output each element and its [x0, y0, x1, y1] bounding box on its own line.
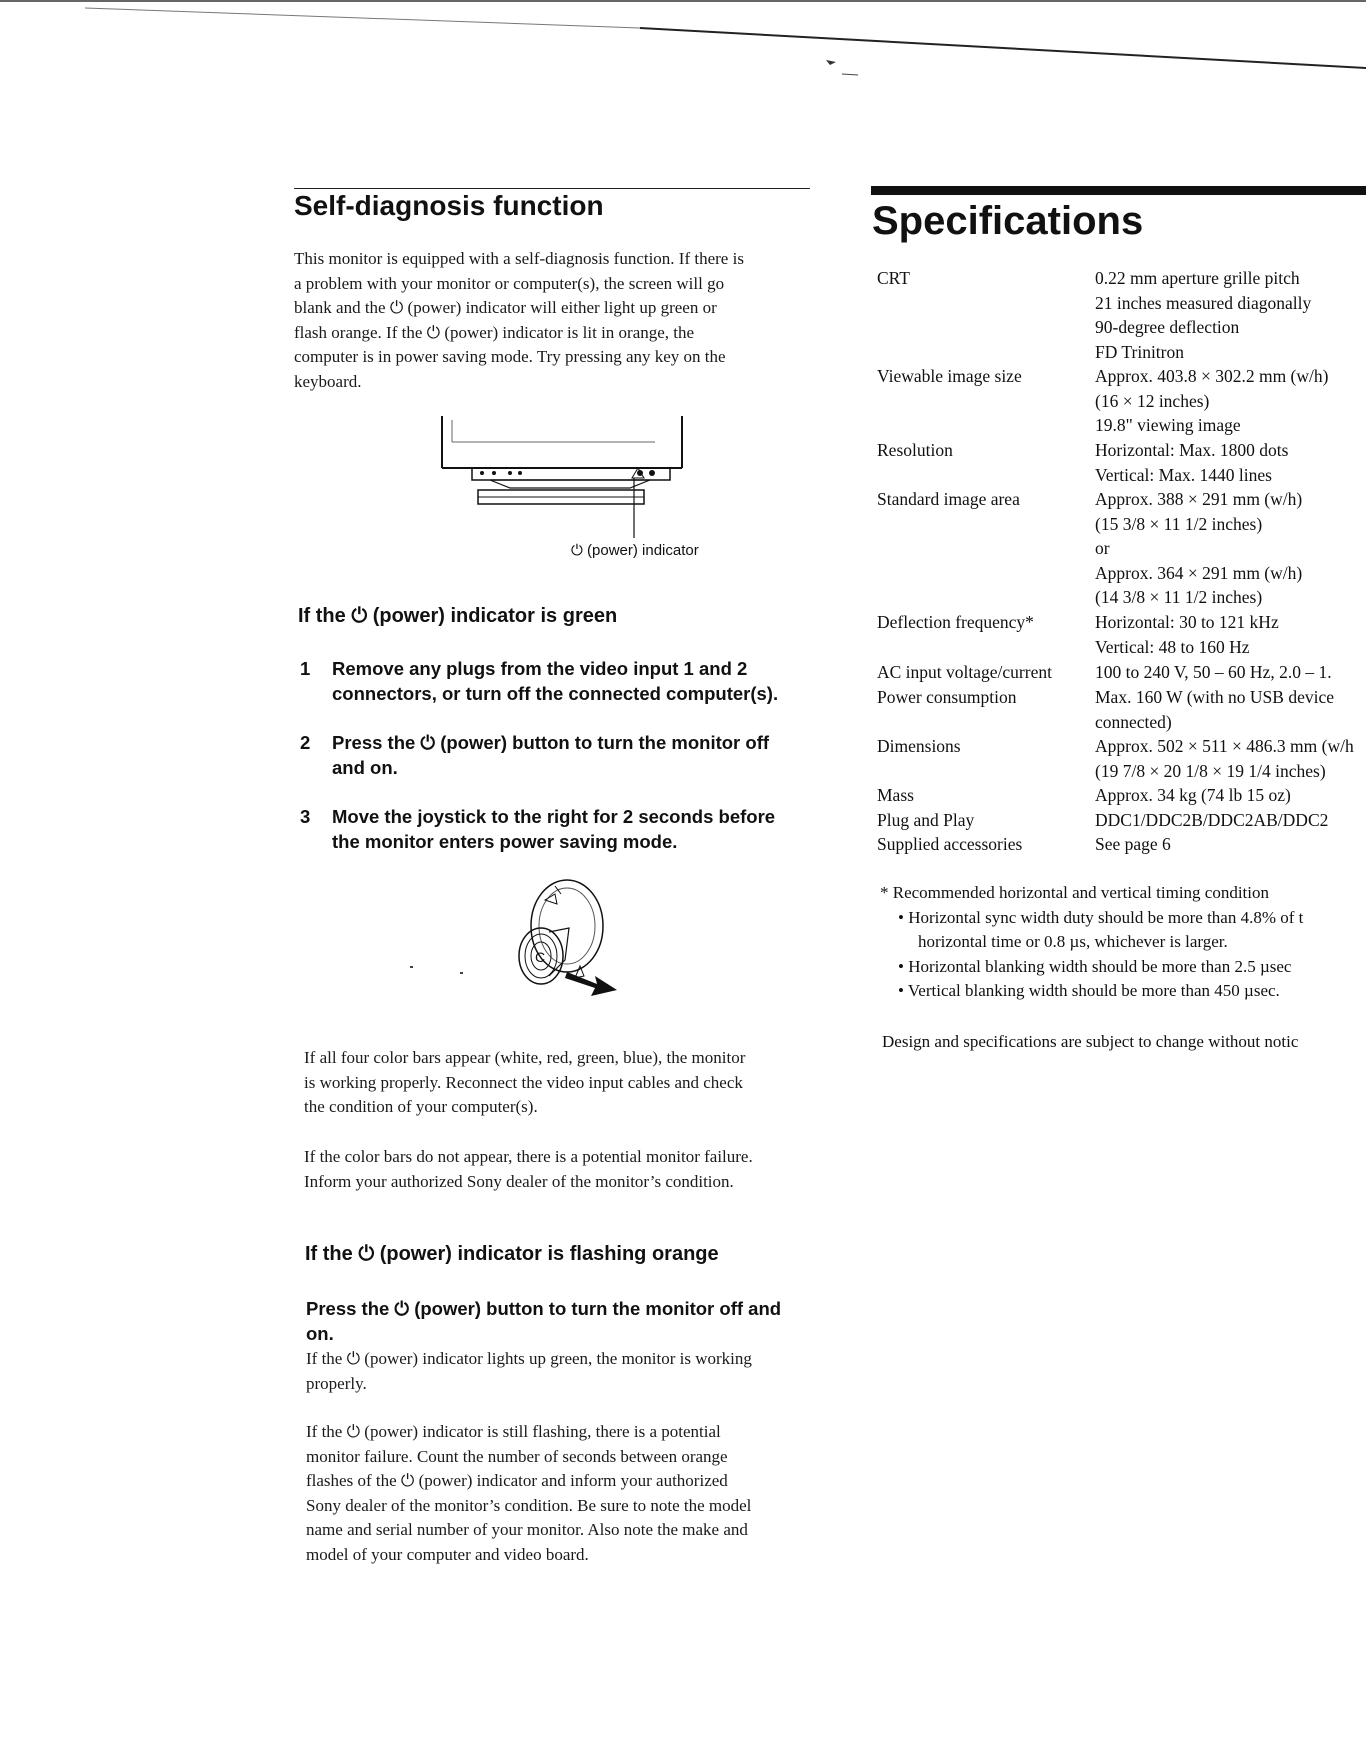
- spec-value-line: Horizontal: Max. 1800 dots: [1095, 440, 1289, 460]
- intro-paragraph: [294, 247, 824, 394]
- spec-value: [1095, 266, 1366, 364]
- spec-value: [1095, 734, 1366, 783]
- spec-value-line: (15 3/8 × 11 1/2 inches): [1095, 513, 1263, 534]
- spec-label: Viewable image size: [877, 366, 1022, 386]
- spec-label: Power consumption: [877, 687, 1017, 707]
- step-text: on.: [306, 1323, 334, 1344]
- spec-value: [1095, 364, 1366, 438]
- orange-ok-paragraph: [306, 1347, 846, 1396]
- step-number: 3: [300, 806, 311, 827]
- specs-title-bar: [871, 186, 1366, 195]
- spec-value: [1095, 487, 1366, 610]
- step-text: and on.: [332, 757, 398, 778]
- spec-label: Deflection frequency*: [877, 612, 1034, 632]
- spec-value: [1095, 660, 1366, 685]
- section-title: Self-diagnosis function: [294, 190, 604, 221]
- monitor-front-illustration: [430, 412, 690, 540]
- intro-line: blank and the ⏻ (power) indicator will either light up green or: [294, 298, 717, 317]
- spec-value-line: Approx. 388 × 291 mm (w/h): [1095, 489, 1303, 509]
- spec-value-line: See page 6: [1095, 834, 1171, 854]
- joystick-illustration: [505, 870, 635, 1005]
- step-3: [300, 804, 840, 856]
- note-line: • Horizontal blanking width should be more than 2.5 µsec: [898, 956, 1292, 976]
- paragraph-line: properly.: [306, 1373, 367, 1393]
- paragraph-line: If the color bars do not appear, there is a potential monitor failure.: [304, 1147, 753, 1166]
- intro-line: flash orange. If the ⏻ (power) indicator is lit in orange, the: [294, 322, 695, 342]
- orange-fail-paragraph: [306, 1420, 846, 1567]
- scan-speck: [460, 972, 463, 974]
- page-top-rules: [0, 0, 1366, 80]
- paragraph-line: model of your computer and video board.: [306, 1544, 589, 1564]
- spec-value-line: or: [1095, 538, 1110, 558]
- step-text: the monitor enters power saving mode.: [332, 831, 678, 852]
- paragraph-line: name and serial number of your monitor. Also note the make and: [306, 1520, 748, 1539]
- step-2: [300, 730, 840, 782]
- spec-value: [1095, 832, 1366, 857]
- spec-value-line: FD Trinitron: [1095, 341, 1184, 362]
- note-line: * Recommended horizontal and vertical timing condition: [880, 883, 1270, 902]
- note-line: • Horizontal sync width duty should be more than 4.8% of t: [898, 907, 1304, 927]
- spec-value-line: 21 inches measured diagonally: [1095, 292, 1312, 313]
- step-text: Remove any plugs from the video input 1 and 2: [332, 658, 748, 679]
- spec-value-line: connected): [1095, 711, 1172, 732]
- note-line: horizontal time or 0.8 µs, whichever is larger.: [918, 932, 1228, 951]
- step-text: Press the ⏻ (power) button to turn the monitor off: [332, 732, 770, 753]
- specs-title: Specifications: [872, 199, 1144, 243]
- spec-value-line: DDC1/DDC2B/DDC2AB/DDC2: [1095, 810, 1329, 830]
- paragraph-line: Inform your authorized Sony dealer of the monitor’s condition.: [304, 1171, 734, 1191]
- joystick-center-label: C: [535, 949, 546, 965]
- intro-line: This monitor is equipped with a self-diagnosis function. If there is: [294, 249, 744, 268]
- paragraph-line: If all four color bars appear (white, red, green, blue), the monitor: [304, 1048, 746, 1067]
- spec-value-line: 19.8" viewing image: [1095, 415, 1241, 435]
- spec-label: AC input voltage/current: [877, 662, 1052, 682]
- spec-label: Dimensions: [877, 736, 961, 756]
- spec-label: Resolution: [877, 440, 953, 460]
- spec-label: Supplied accessories: [877, 834, 1023, 854]
- intro-line: computer is in power saving mode. Try pressing any key on the: [294, 347, 726, 366]
- step-number: 1: [300, 658, 311, 679]
- intro-line: a problem with your monitor or computer(s), the screen will go: [294, 273, 725, 293]
- paragraph-line: is working properly. Reconnect the video input cables and check: [304, 1072, 743, 1092]
- spec-value-line: 100 to 240 V, 50 – 60 Hz, 2.0 – 1.: [1095, 662, 1332, 682]
- power-indicator-caption: ⏻ (power) indicator: [571, 542, 699, 559]
- spec-value: [1095, 685, 1366, 734]
- spec-value-line: Approx. 403.8 × 302.2 mm (w/h): [1095, 366, 1329, 386]
- scan-speck: [410, 966, 413, 968]
- orange-indicator-heading: If the ⏻ (power) indicator is flashing orange: [305, 1243, 719, 1265]
- spec-value-line: Approx. 364 × 291 mm (w/h): [1095, 562, 1303, 583]
- disclaimer: Design and specifications are subject to change without notic: [882, 1032, 1299, 1051]
- spec-label: Mass: [877, 785, 914, 805]
- timing-notes: [880, 881, 1366, 1004]
- spec-value-line: Vertical: Max. 1440 lines: [1095, 464, 1272, 485]
- spec-value-line: Max. 160 W (with no USB device: [1095, 687, 1334, 707]
- spec-value-line: Horizontal: 30 to 121 kHz: [1095, 612, 1279, 632]
- spec-value: [1095, 808, 1366, 833]
- note-line: • Vertical blanking width should be more than 450 µsec.: [898, 981, 1280, 1000]
- step-1: [300, 656, 840, 708]
- intro-line: keyboard.: [294, 371, 362, 391]
- green-indicator-heading: If the ⏻ (power) indicator is green: [298, 605, 618, 627]
- spec-value-line: (19 7/8 × 20 1/8 × 19 1/4 inches): [1095, 760, 1326, 781]
- spec-label: CRT: [877, 268, 910, 288]
- spec-value-line: Approx. 502 × 511 × 486.3 mm (w/h: [1095, 736, 1354, 756]
- spec-value: [1095, 438, 1366, 487]
- bars-ok-paragraph: [304, 1046, 844, 1120]
- step-text: connectors, or turn off the connected computer(s).: [332, 683, 779, 704]
- spec-value-line: Vertical: 48 to 160 Hz: [1095, 636, 1250, 657]
- spec-value-line: (14 3/8 × 11 1/2 inches): [1095, 587, 1263, 607]
- spec-value: [1095, 783, 1366, 808]
- paragraph-line: monitor failure. Count the number of seconds between orange: [306, 1446, 728, 1466]
- spec-value-line: 90-degree deflection: [1095, 317, 1240, 337]
- spec-label: Plug and Play: [877, 810, 975, 830]
- paragraph-line: If the ⏻ (power) indicator lights up green, the monitor is working: [306, 1349, 752, 1368]
- paragraph-line: flashes of the ⏻ (power) indicator and inform your authorized: [306, 1471, 728, 1490]
- step-text: Press the ⏻ (power) button to turn the monitor off and: [306, 1298, 782, 1319]
- spec-value-line: (16 × 12 inches): [1095, 390, 1210, 411]
- spec-value-line: 0.22 mm aperture grille pitch: [1095, 268, 1300, 288]
- paragraph-line: If the ⏻ (power) indicator is still flashing, there is a potential: [306, 1422, 721, 1441]
- spec-value: [1095, 610, 1366, 659]
- step-text: Move the joystick to the right for 2 seconds before: [332, 806, 776, 827]
- section-rule: [294, 188, 810, 189]
- step-number: 2: [300, 732, 311, 753]
- paragraph-line: the condition of your computer(s).: [304, 1097, 538, 1116]
- orange-step: [306, 1296, 846, 1346]
- spec-label: Standard image area: [877, 489, 1020, 509]
- spec-value-line: Approx. 34 kg (74 lb 15 oz): [1095, 785, 1291, 805]
- paragraph-line: Sony dealer of the monitor’s condition. Be sure to note the model: [306, 1495, 752, 1515]
- bars-fail-paragraph: [304, 1145, 844, 1194]
